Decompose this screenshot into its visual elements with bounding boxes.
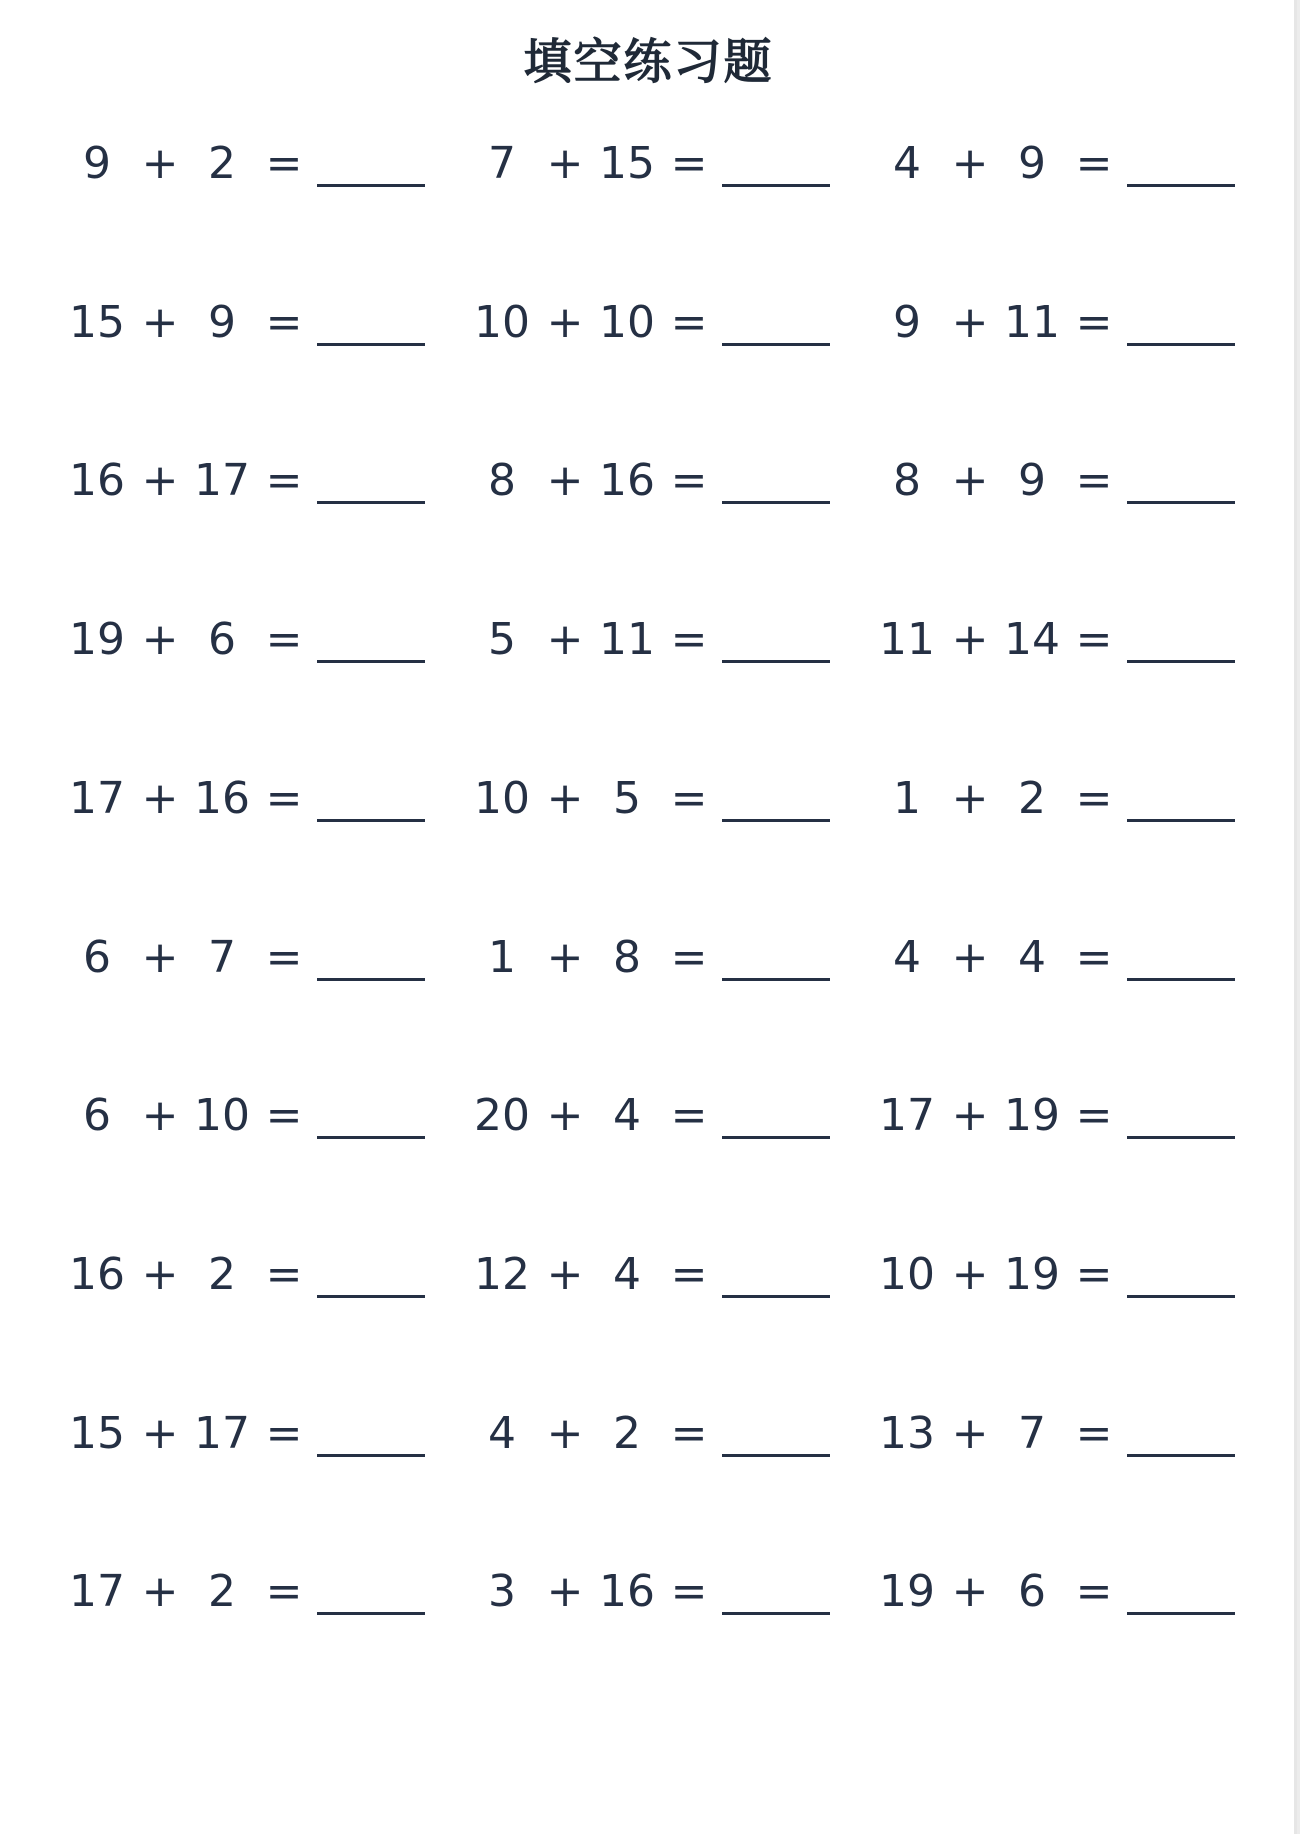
problem-item: [470, 122, 882, 206]
first-operand: 19: [879, 1566, 935, 1618]
plus-sign: +: [141, 1407, 179, 1459]
plus-sign: +: [546, 1566, 584, 1618]
equals-sign: =: [1075, 614, 1113, 666]
plus-sign: +: [546, 455, 584, 507]
equals-sign: =: [265, 1566, 303, 1618]
second-operand: 2: [1018, 772, 1046, 824]
plus-sign: +: [951, 138, 989, 189]
problem-item: [65, 757, 477, 841]
plus-sign: +: [951, 1090, 989, 1142]
problem-item: [65, 916, 477, 1000]
first-operand: 10: [474, 296, 530, 348]
first-operand: 4: [893, 138, 921, 189]
equals-sign: =: [265, 296, 303, 348]
second-operand: 17: [194, 455, 250, 507]
problem-item: [875, 122, 1287, 206]
plus-sign: +: [546, 1407, 584, 1459]
answer-blank[interactable]: [317, 1136, 425, 1139]
problem-item: [65, 1392, 477, 1476]
first-operand: 10: [879, 1248, 935, 1300]
equals-sign: =: [265, 455, 303, 507]
second-operand: 4: [613, 1090, 641, 1142]
equals-sign: =: [1075, 138, 1113, 189]
problem-item: [470, 598, 882, 682]
plus-sign: +: [951, 931, 989, 983]
plus-sign: +: [951, 772, 989, 824]
answer-blank[interactable]: [1127, 660, 1235, 663]
first-operand: 13: [879, 1407, 935, 1459]
plus-sign: +: [546, 296, 584, 348]
equals-sign: =: [1075, 931, 1113, 983]
problem-item: [470, 1550, 882, 1634]
first-operand: 17: [69, 772, 125, 824]
answer-blank[interactable]: [722, 1295, 830, 1298]
second-operand: 2: [208, 1566, 236, 1618]
equals-sign: =: [670, 1090, 708, 1142]
problem-item: [65, 122, 477, 206]
problem-item: [65, 1233, 477, 1317]
plus-sign: +: [141, 772, 179, 824]
first-operand: 6: [83, 1090, 111, 1142]
equals-sign: =: [670, 772, 708, 824]
plus-sign: +: [951, 296, 989, 348]
equals-sign: =: [670, 1566, 708, 1618]
equals-sign: =: [670, 296, 708, 348]
answer-blank[interactable]: [722, 1612, 830, 1615]
equals-sign: =: [265, 931, 303, 983]
first-operand: 1: [488, 931, 516, 983]
equals-sign: =: [265, 1090, 303, 1142]
second-operand: 16: [599, 1566, 655, 1618]
problem-item: [65, 1074, 477, 1158]
plus-sign: +: [546, 772, 584, 824]
second-operand: 2: [208, 1248, 236, 1300]
first-operand: 17: [69, 1566, 125, 1618]
first-operand: 9: [83, 138, 111, 189]
answer-blank[interactable]: [1127, 1454, 1235, 1457]
equals-sign: =: [1075, 772, 1113, 824]
equals-sign: =: [1075, 1566, 1113, 1618]
second-operand: 16: [599, 455, 655, 507]
answer-blank[interactable]: [722, 819, 830, 822]
plus-sign: +: [141, 1248, 179, 1300]
plus-sign: +: [141, 931, 179, 983]
equals-sign: =: [670, 931, 708, 983]
second-operand: 10: [599, 296, 655, 348]
first-operand: 1: [893, 772, 921, 824]
answer-blank[interactable]: [317, 1454, 425, 1457]
answer-blank[interactable]: [722, 978, 830, 981]
answer-blank[interactable]: [1127, 343, 1235, 346]
first-operand: 17: [879, 1090, 935, 1142]
plus-sign: +: [951, 1407, 989, 1459]
equals-sign: =: [265, 1248, 303, 1300]
plus-sign: +: [546, 138, 584, 189]
page-title: 填空练习题: [523, 34, 774, 90]
plus-sign: +: [951, 455, 989, 507]
second-operand: 2: [208, 138, 236, 189]
plus-sign: +: [546, 614, 584, 666]
answer-blank[interactable]: [1127, 1136, 1235, 1139]
problem-grid: [0, 122, 1297, 1722]
first-operand: 15: [69, 1407, 125, 1459]
plus-sign: +: [141, 296, 179, 348]
equals-sign: =: [265, 1407, 303, 1459]
first-operand: 11: [879, 614, 935, 666]
second-operand: 17: [194, 1407, 250, 1459]
answer-blank[interactable]: [1127, 1295, 1235, 1298]
answer-blank[interactable]: [1127, 184, 1235, 187]
second-operand: 19: [1004, 1248, 1060, 1300]
second-operand: 7: [208, 931, 236, 983]
second-operand: 9: [1018, 138, 1046, 189]
answer-blank[interactable]: [1127, 978, 1235, 981]
second-operand: 14: [1004, 614, 1060, 666]
answer-blank[interactable]: [317, 1295, 425, 1298]
problem-item: [875, 1233, 1287, 1317]
problem-item: [470, 757, 882, 841]
answer-blank[interactable]: [722, 343, 830, 346]
equals-sign: =: [670, 1248, 708, 1300]
second-operand: 8: [613, 931, 641, 983]
answer-blank[interactable]: [317, 978, 425, 981]
problem-item: [470, 1233, 882, 1317]
second-operand: 7: [1018, 1407, 1046, 1459]
plus-sign: +: [141, 138, 179, 189]
problem-item: [875, 1074, 1287, 1158]
answer-blank[interactable]: [317, 819, 425, 822]
plus-sign: +: [141, 614, 179, 666]
plus-sign: +: [951, 1248, 989, 1300]
second-operand: 19: [1004, 1090, 1060, 1142]
second-operand: 10: [194, 1090, 250, 1142]
problem-item: [65, 281, 477, 365]
first-operand: 19: [69, 614, 125, 666]
plus-sign: +: [546, 1090, 584, 1142]
second-operand: 9: [208, 296, 236, 348]
plus-sign: +: [951, 1566, 989, 1618]
first-operand: 9: [893, 296, 921, 348]
answer-blank[interactable]: [722, 184, 830, 187]
first-operand: 16: [69, 1248, 125, 1300]
answer-blank[interactable]: [317, 501, 425, 504]
equals-sign: =: [670, 614, 708, 666]
problem-item: [470, 1392, 882, 1476]
first-operand: 15: [69, 296, 125, 348]
plus-sign: +: [546, 931, 584, 983]
first-operand: 5: [488, 614, 516, 666]
problem-item: [875, 916, 1287, 1000]
second-operand: 5: [613, 772, 641, 824]
problem-item: [470, 281, 882, 365]
first-operand: 16: [69, 455, 125, 507]
equals-sign: =: [670, 1407, 708, 1459]
first-operand: 8: [488, 455, 516, 507]
problem-item: [875, 281, 1287, 365]
problem-item: [65, 439, 477, 523]
plus-sign: +: [141, 455, 179, 507]
second-operand: 9: [1018, 455, 1046, 507]
answer-blank[interactable]: [1127, 501, 1235, 504]
first-operand: 12: [474, 1248, 530, 1300]
second-operand: 11: [1004, 296, 1060, 348]
second-operand: 11: [599, 614, 655, 666]
plus-sign: +: [546, 1248, 584, 1300]
problem-item: [65, 598, 477, 682]
problem-item: [65, 1550, 477, 1634]
problem-item: [875, 757, 1287, 841]
answer-blank[interactable]: [722, 660, 830, 663]
first-operand: 20: [474, 1090, 530, 1142]
first-operand: 4: [488, 1407, 516, 1459]
equals-sign: =: [265, 772, 303, 824]
second-operand: 6: [208, 614, 236, 666]
answer-blank[interactable]: [317, 660, 425, 663]
problem-item: [875, 439, 1287, 523]
answer-blank[interactable]: [722, 1454, 830, 1457]
first-operand: 7: [488, 138, 516, 189]
equals-sign: =: [1075, 1407, 1113, 1459]
answer-blank[interactable]: [1127, 1612, 1235, 1615]
plus-sign: +: [141, 1090, 179, 1142]
first-operand: 6: [83, 931, 111, 983]
equals-sign: =: [670, 455, 708, 507]
answer-blank[interactable]: [317, 184, 425, 187]
first-operand: 10: [474, 772, 530, 824]
equals-sign: =: [1075, 1248, 1113, 1300]
equals-sign: =: [265, 138, 303, 189]
equals-sign: =: [265, 614, 303, 666]
equals-sign: =: [1075, 296, 1113, 348]
equals-sign: =: [1075, 1090, 1113, 1142]
second-operand: 4: [1018, 931, 1046, 983]
problem-item: [470, 1074, 882, 1158]
second-operand: 16: [194, 772, 250, 824]
problem-item: [470, 439, 882, 523]
second-operand: 6: [1018, 1566, 1046, 1618]
answer-blank[interactable]: [722, 1136, 830, 1139]
answer-blank[interactable]: [1127, 819, 1235, 822]
problem-item: [470, 916, 882, 1000]
second-operand: 4: [613, 1248, 641, 1300]
answer-blank[interactable]: [722, 501, 830, 504]
equals-sign: =: [670, 138, 708, 189]
first-operand: 3: [488, 1566, 516, 1618]
plus-sign: +: [951, 614, 989, 666]
plus-sign: +: [141, 1566, 179, 1618]
problem-item: [875, 598, 1287, 682]
second-operand: 15: [599, 138, 655, 189]
problem-item: [875, 1392, 1287, 1476]
second-operand: 2: [613, 1407, 641, 1459]
answer-blank[interactable]: [317, 1612, 425, 1615]
first-operand: 8: [893, 455, 921, 507]
problem-item: [875, 1550, 1287, 1634]
equals-sign: =: [1075, 455, 1113, 507]
answer-blank[interactable]: [317, 343, 425, 346]
first-operand: 4: [893, 931, 921, 983]
